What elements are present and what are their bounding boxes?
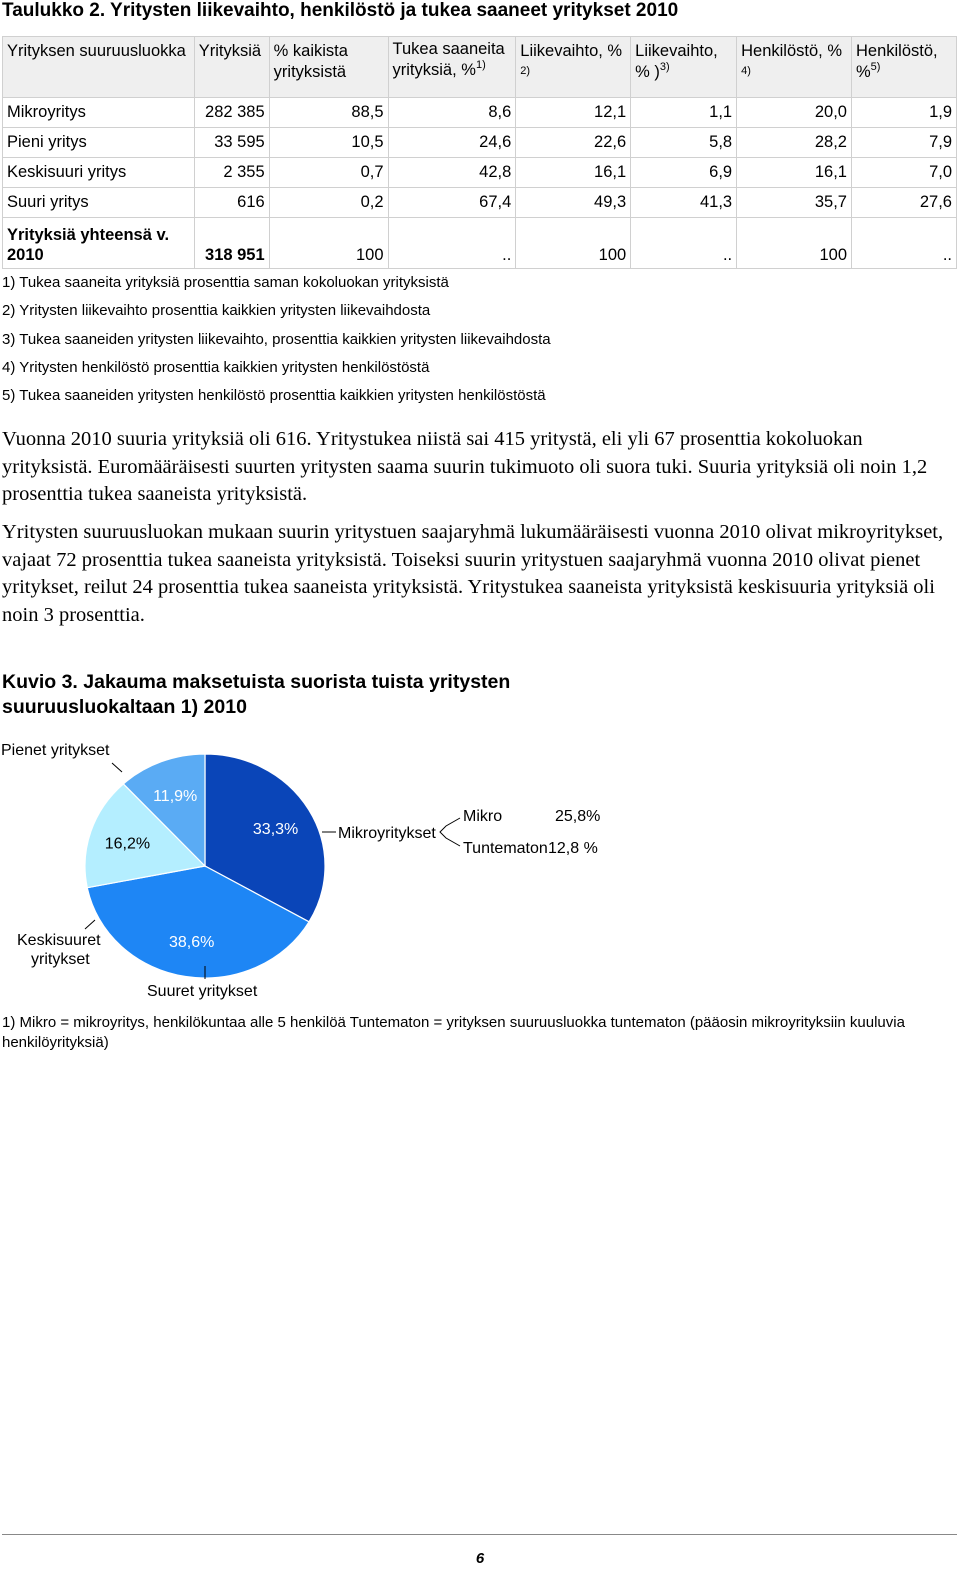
figure-note: 1) Mikro = mikroyritys, henkilökuntaa alle 5 henkilöä Tuntematon = yrityksen suuruusluokka tuntematon (pääosin mikroyrityksiin kuuluvia henkilöyrityksiä) [2,1014,905,1051]
table-cell: 0,2 [269,188,388,218]
enterprise-table [2,36,957,269]
table-cell: 5,8 [631,128,737,158]
table-cell: 35,7 [737,188,852,218]
footnote: 3) Tukea saaneiden yritysten liikevaihto, prosenttia kaikkien yritysten liikevaihdosta [2,330,551,348]
page-number: 6 [475,1550,485,1567]
column-header: Henkilöstö, % $^{4)}$ [737,37,852,98]
table-row [3,188,957,218]
table-cell: 41,3 [631,188,737,218]
table-total-row [3,218,957,269]
table-cell: 88,5 [269,98,388,128]
table-header-row [3,37,957,98]
footnote: 4) Yritysten henkilöstö prosenttia kaikkien yritysten henkilöstöstä [2,358,430,376]
footnote: 2) Yritysten liikevaihto prosenttia kaikkien yritysten liikevaihdosta [2,302,431,320]
table-cell: 28,2 [737,128,852,158]
table-cell: 100 [269,218,388,269]
breakdown-bracket [440,818,460,846]
table-cell: .. [631,218,737,269]
table-cell: 616 [194,188,269,218]
label-medium-enterprises-1: Keskisuuret [17,932,101,949]
row-label: Yrityksiä yhteensä v. 2010 [3,218,195,269]
body-paragraph: Vuonna 2010 suuria yrityksiä oli 616. Yritystukea niistä sai 415 yritystä, eli yli 67 prosenttia kokoluokan yrityksistä. Euromääräisesti suurten yritysten saama suurin tukimuoto oli suora tuki. Suuria yrityksiä oli noin 1,2 prosenttia tukea saaneista yrityksistä. [2,428,928,506]
label-large-enterprises: Suuret yritykset [147,983,258,1000]
table-cell: 282 385 [194,98,269,128]
table-cell: 67,4 [388,188,516,218]
table-cell: 12,1 [516,98,631,128]
table-cell: 10,5 [269,128,388,158]
table-cell: 42,8 [388,158,516,188]
breakdown-value-mikro: 25,8% [555,808,601,825]
column-header: Yrityksiä [194,37,269,98]
body-paragraph: Yritysten suuruusluokan mukaan suurin yritystuen saajaryhmä lukumääräisesti vuonna 2010 olivat mikroyritykset, vajaat 72 prosenttia tukea saaneista yrityksistä. Toiseksi suurin yritystuen saajaryhmä vuonna 2010 olivat pienet yritykset, reilut 24 prosenttia tukea saaneista yrityksistä. Yritystukea saaneista yrityksistä keskisuuria yrityksiä oli noin 3 prosenttia. [2,521,944,627]
footnote: 5) Tukea saaneiden yritysten henkilöstö prosenttia kaikkien yritysten henkilöstöstä [2,387,546,405]
breakdown-value-tuntematon: 12,8 % [548,840,598,857]
table-row [3,158,957,188]
column-header: Liikevaihto, % )$^{3)}$ [631,37,737,98]
row-label: Suuri yritys [3,188,195,218]
column-header: Henkilöstö, %$^{5)}$ [852,37,957,98]
leader-line [112,763,122,772]
table-cell: 1,1 [631,98,737,128]
table-footnotes [2,273,551,414]
table-cell: 1,9 [852,98,957,128]
table-cell: 20,0 [737,98,852,128]
column-header: % kaikista yrityksistä [269,37,388,98]
row-label: Mikroyritys [3,98,195,128]
table-row [3,98,957,128]
table-row [3,128,957,158]
pie-value-label-1: 38,6% [169,934,215,952]
table-cell: 16,1 [737,158,852,188]
column-header: Yrityksen suuruusluokka [3,37,195,98]
row-label: Keskisuuri yritys [3,158,195,188]
table-cell: 7,0 [852,158,957,188]
table-cell: 2 355 [194,158,269,188]
pie-value-label-2: 16,2% [104,835,151,853]
table-cell: .. [388,218,516,269]
column-header: Tukea saaneita yrityksiä, %$^{1)}$ [388,37,516,98]
page-divider [2,1534,957,1535]
table-cell: 22,6 [516,128,631,158]
table-cell: 27,6 [852,188,957,218]
table-cell: 100 [737,218,852,269]
table-cell: 0,7 [269,158,388,188]
table-cell: 318 951 [194,218,269,269]
table-cell: 49,3 [516,188,631,218]
column-header: Liikevaihto, % $^{2)}$ [516,37,631,98]
label-small-enterprises: Pienet yritykset [1,742,110,759]
table-cell: 33 595 [194,128,269,158]
table-cell: 8,6 [388,98,516,128]
label-medium-enterprises-2: yritykset [31,951,90,968]
table-cell: .. [852,218,957,269]
table-cell: 7,9 [852,128,957,158]
table-cell: 100 [516,218,631,269]
pie-value-label-0: 33,3% [252,820,299,838]
breakdown-label-tuntematon: Tuntematon [463,840,548,857]
pie-value-label-3: 11,9% [153,788,198,806]
table-cell: 24,6 [388,128,516,158]
footnote: 1) Tukea saaneita yrityksiä prosenttia saman kokoluokan yrityksistä [2,274,449,291]
table-title: Taulukko 2. Yritysten liikevaihto, henkilöstö ja tukea saaneet yritykset 2010 [2,0,679,21]
label-micro-enterprises: Mikroyritykset [338,825,436,842]
table-cell: 16,1 [516,158,631,188]
table-cell: 6,9 [631,158,737,188]
row-label: Pieni yritys [3,128,195,158]
figure-title: Kuvio 3. Jakauma maksetuista suorista tuista yritysten suuruusluokaltaan 1) 2010 [2,671,511,718]
pie-chart [0,736,620,1002]
leader-line [85,920,95,929]
breakdown-label-mikro: Mikro [463,808,503,825]
